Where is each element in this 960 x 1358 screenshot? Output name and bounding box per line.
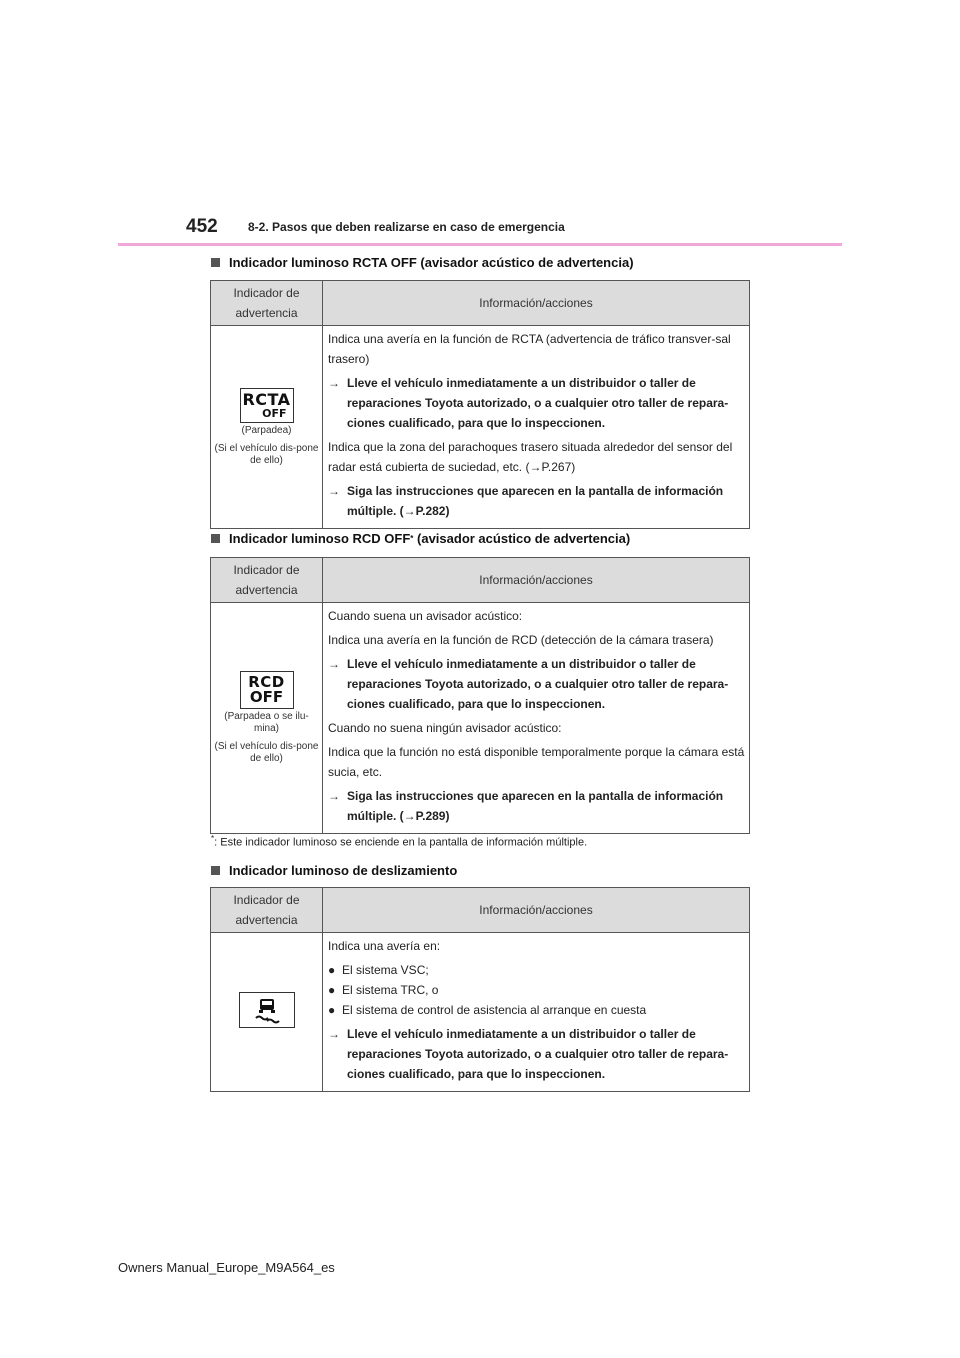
indicator-caption: (Parpadea o se ilu-mina) [224, 711, 309, 734]
bullet-icon: ● [328, 1003, 336, 1017]
info-text: Indica una avería en la función de RCD (detección de la cámara trasera) [328, 633, 714, 647]
action-item: → Lleve el vehículo inmediatamente a un distribuidor o taller de reparaciones Toyota autorizado, o a cualquier otro taller de repara-ciones cualificado, para que lo inspeccionen. [328, 373, 745, 433]
section-title-rcd: Indicador luminoso RCD OFF * (avisador acústico de advertencia) [211, 531, 630, 546]
list-item: ● El sistema TRC, o [328, 980, 745, 1000]
action-item: → Lleve el vehículo inmediatamente a un distribuidor o taller de reparaciones Toyota autorizado, o a cualquier otro taller de repara-ciones cualificado, para que lo inspeccionen. [328, 654, 745, 714]
indicator-cell [211, 603, 323, 834]
footer-manual-id: Owners Manual_Europe_M9A564_es [118, 1260, 335, 1275]
table-row [211, 933, 750, 1092]
arrow-icon: → [328, 789, 340, 803]
action-item: → Siga las instrucciones que aparecen en la pantalla de información múltiple. (→P.282) [328, 481, 745, 521]
info-text: Indica una avería en: [328, 939, 441, 953]
table-row [211, 603, 750, 834]
rcd-off-indicator-icon: RCD OFF [240, 671, 294, 709]
header-rule [118, 243, 842, 246]
table-header-row [211, 558, 750, 603]
section-marker-icon [211, 534, 220, 543]
column-header-indicator: Indicador de advertencia [211, 281, 323, 326]
footnote: *: Este indicador luminoso se enciende en la pantalla de información múltiple. [211, 834, 588, 849]
info-cell [323, 326, 750, 529]
info-text: Indica que la función no está disponible temporalmente porque la cámara está sucia, etc. [328, 745, 745, 779]
column-header-indicator: Indicador de advertencia [211, 888, 323, 933]
list-item: ● El sistema VSC; [328, 960, 745, 980]
arrow-icon: → [328, 657, 340, 671]
info-text: Indica una avería en la función de RCTA (advertencia de tráfico transver-sal trasero) [328, 332, 731, 366]
rcd-warning-table [210, 557, 750, 834]
bullet-icon: ● [328, 963, 336, 977]
column-header-indicator: Indicador de advertencia [211, 558, 323, 603]
table-row [211, 326, 750, 529]
table-header-row [211, 281, 750, 326]
table-header-row [211, 888, 750, 933]
page-number: 452 [186, 216, 218, 237]
bullet-icon: ● [328, 983, 336, 997]
column-header-info: Información/acciones [323, 281, 750, 326]
rcta-off-indicator-icon: RCTA OFF [240, 388, 294, 423]
section-marker-icon [211, 258, 220, 267]
arrow-icon: → [328, 1027, 340, 1041]
arrow-icon: → [328, 376, 340, 390]
indicator-cell [211, 326, 323, 529]
section-marker-icon [211, 866, 220, 875]
action-item: → Siga las instrucciones que aparecen en la pantalla de información múltiple. (→P.289) [328, 786, 745, 826]
slip-warning-table [210, 887, 750, 1092]
section-title-rcta: Indicador luminoso RCTA OFF (avisador acústico de advertencia) [211, 255, 634, 270]
slip-indicator-icon [239, 992, 295, 1028]
arrow-icon: → [328, 484, 340, 498]
rcta-warning-table [210, 280, 750, 529]
indicator-caption: (Si el vehículo dis-pone de ello) [214, 442, 319, 466]
indicator-caption: (Si el vehículo dis-pone de ello) [214, 741, 319, 764]
info-text: Cuando no suena ningún avisador acústico: [328, 721, 562, 735]
indicator-caption: (Parpadea) [241, 424, 292, 436]
info-text: Indica que la zona del parachoques trasero situada alrededor del sensor del radar está cubierta de suciedad, etc. (→P.267) [328, 440, 733, 474]
action-item: → Lleve el vehículo inmediatamente a un distribuidor o taller de reparaciones Toyota autorizado, o a cualquier otro taller de repara-ciones cualificado, para que lo inspeccionen. [328, 1024, 745, 1084]
info-text: Cuando suena un avisador acústico: [328, 609, 523, 623]
column-header-info: Información/acciones [323, 558, 750, 603]
list-item: ● El sistema de control de asistencia al arranque en cuesta [328, 1000, 745, 1020]
chapter-title: 8-2. Pasos que deben realizarse en caso de emergencia [248, 220, 565, 234]
info-cell [323, 933, 750, 1092]
indicator-cell [211, 933, 323, 1092]
column-header-info: Información/acciones [323, 888, 750, 933]
info-cell [323, 603, 750, 834]
section-title-slip: Indicador luminoso de deslizamiento [211, 863, 457, 878]
